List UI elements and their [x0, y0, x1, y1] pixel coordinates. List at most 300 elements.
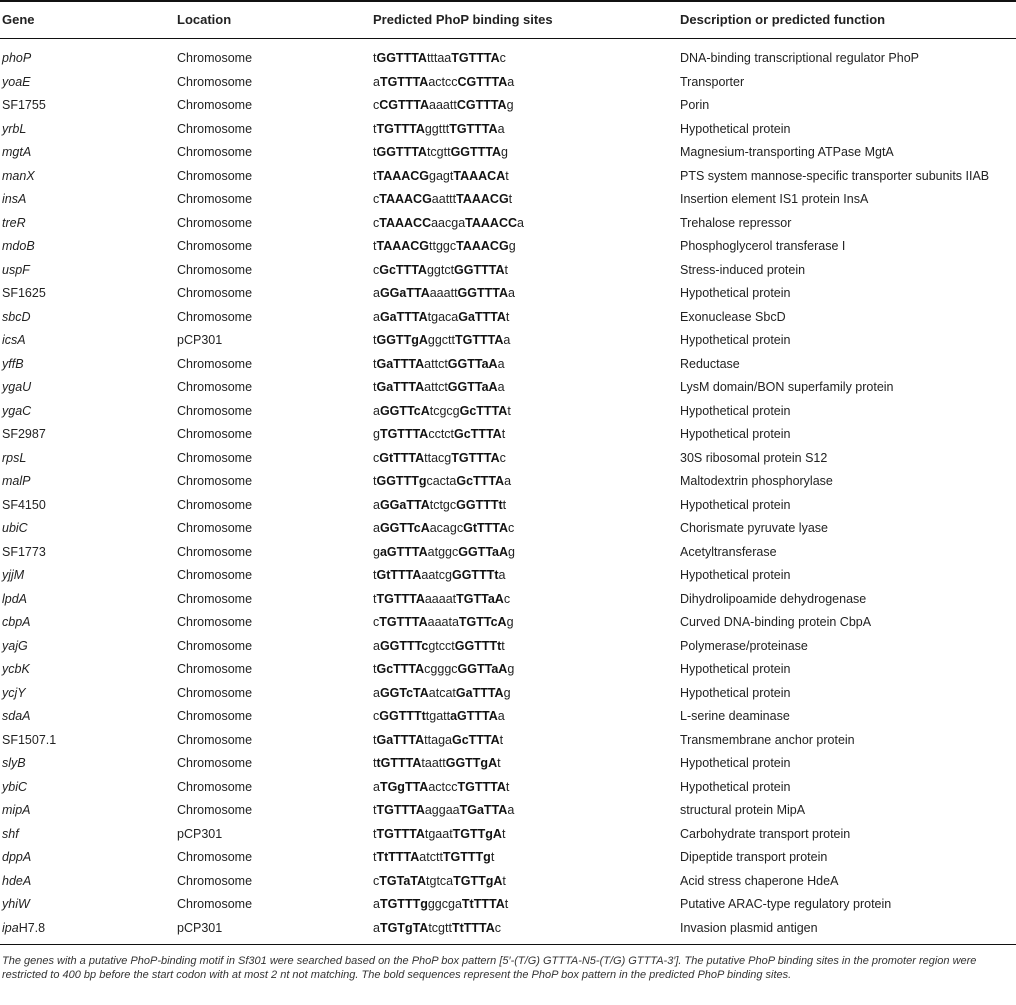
binding-site-cell	[373, 309, 509, 325]
gene-cell: hdeA	[2, 873, 32, 888]
description-cell: Putative ARAC-type regulatory protein	[680, 897, 892, 911]
gene-cell: SF2987	[2, 427, 46, 441]
gene-cell	[2, 920, 45, 936]
spacer-segment: c	[373, 262, 380, 277]
location-cell: Chromosome	[177, 450, 253, 465]
location-cell: pCP301	[177, 826, 223, 841]
phop-box-segment: TAAACC	[379, 215, 432, 230]
gene-cell: ygaU	[2, 380, 32, 394]
phop-box-segment: GGTTTA	[454, 262, 505, 277]
spacer-segment: tctgc	[429, 497, 457, 512]
table-row	[0, 212, 1016, 236]
location-cell: Chromosome	[177, 356, 253, 371]
gene-cell: shf	[2, 826, 19, 841]
phop-box-segment: GaTTTA	[376, 380, 425, 394]
phop-box-segment: TGTTcA	[458, 615, 507, 629]
spacer-segment: ttaga	[424, 732, 452, 747]
phop-box-segment: TGTTTA	[376, 803, 425, 817]
description-cell: Hypothetical protein	[680, 662, 791, 676]
location-cell: Chromosome	[177, 568, 253, 582]
location-cell: Chromosome	[177, 51, 253, 65]
phop-box-segment: TGTTgA	[453, 873, 503, 888]
spacer-segment: a	[373, 403, 380, 418]
spacer-segment: a	[373, 638, 380, 653]
gene-cell: phoP	[2, 51, 32, 65]
spacer-segment: t	[507, 403, 511, 418]
spacer-segment: atctt	[419, 850, 443, 864]
spacer-segment: g	[373, 544, 380, 559]
spacer-segment: t	[499, 732, 504, 747]
phop-box-segment: TtTTTA	[376, 850, 420, 864]
table-row	[0, 400, 1016, 424]
location-cell: Chromosome	[177, 544, 253, 559]
binding-site-cell	[373, 873, 506, 889]
table-row	[0, 141, 1016, 165]
description-cell: DNA-binding transcriptional regulator PhoP	[680, 51, 920, 65]
spacer-segment: t	[373, 168, 377, 183]
location-cell: Chromosome	[177, 591, 253, 606]
spacer-segment: cacta	[426, 474, 457, 488]
description-cell: Curved DNA-binding protein CbpA	[680, 615, 872, 629]
table-row	[0, 658, 1016, 682]
phop-box-segment: TAAACG	[456, 192, 509, 206]
table-row	[0, 776, 1016, 800]
binding-site-cell	[373, 426, 505, 442]
spacer-segment: a	[504, 474, 512, 488]
spacer-segment: c	[373, 98, 380, 112]
binding-site-cell	[373, 896, 508, 912]
gene-cell: mdoB	[2, 239, 35, 253]
spacer-segment: tcgtt	[426, 145, 451, 159]
spacer-segment: t	[505, 309, 510, 324]
gene-cell: cbpA	[2, 615, 31, 629]
spacer-segment: a	[508, 286, 515, 300]
binding-site-cell	[373, 685, 511, 701]
table-row	[0, 71, 1016, 95]
spacer-segment: tgtca	[426, 873, 454, 888]
table-row	[0, 259, 1016, 283]
spacer-segment: t	[501, 427, 506, 441]
spacer-segment: a	[373, 74, 380, 89]
gene-cell: yhiW	[2, 897, 30, 911]
spacer-segment: ggctt	[427, 333, 455, 347]
phop-box-segment: TGTTTA	[376, 591, 425, 606]
phop-box-segment: TGTTTA	[451, 51, 500, 65]
spacer-segment: a	[507, 803, 515, 817]
spacer-segment: g	[373, 427, 380, 441]
description-cell: Hypothetical protein	[680, 121, 791, 136]
binding-site-cell	[373, 473, 511, 489]
gene-plain-part: H7.8	[18, 920, 46, 935]
spacer-segment: t	[497, 756, 501, 770]
spacer-segment: g	[506, 98, 514, 112]
spacer-segment: aaatt	[429, 286, 458, 300]
spacer-segment: a	[373, 920, 380, 935]
location-cell: Chromosome	[177, 897, 253, 911]
header-location: Location	[177, 12, 232, 27]
location-cell: Chromosome	[177, 427, 253, 441]
gene-cell: uspF	[2, 262, 30, 277]
table-row	[0, 447, 1016, 471]
binding-site-cell	[373, 262, 508, 278]
binding-site-cell	[373, 732, 503, 748]
spacer-segment: g	[506, 615, 514, 629]
spacer-segment: c	[508, 521, 515, 535]
table-row	[0, 235, 1016, 259]
location-cell: Chromosome	[177, 732, 253, 747]
table-row	[0, 329, 1016, 353]
description-cell: Porin	[680, 98, 710, 112]
spacer-segment: actcc	[428, 779, 458, 794]
location-cell: Chromosome	[177, 685, 253, 700]
table-header-row	[0, 2, 1016, 38]
spacer-segment: t	[373, 121, 377, 136]
gene-cell: insA	[2, 192, 27, 206]
gene-cell: yffB	[2, 356, 24, 371]
location-cell: Chromosome	[177, 709, 253, 723]
binding-site-cell	[373, 97, 514, 113]
spacer-segment: aaata	[427, 615, 459, 629]
location-cell: Chromosome	[177, 145, 253, 159]
phop-box-segment: GGTTgA	[376, 333, 428, 347]
spacer-segment: g	[501, 145, 508, 159]
phop-box-segment: GGTTTt	[454, 638, 502, 653]
phop-box-segment: TtTTTA	[461, 897, 505, 911]
gene-cell: malP	[2, 474, 31, 488]
table-row	[0, 306, 1016, 330]
spacer-segment: tcgcg	[429, 403, 460, 418]
spacer-segment: t	[505, 168, 509, 183]
spacer-segment: t	[502, 873, 506, 888]
description-cell: Magnesium-transporting ATPase MgtA	[680, 145, 894, 159]
location-cell: Chromosome	[177, 521, 253, 535]
table-row	[0, 893, 1016, 917]
table-header-rule	[0, 38, 1016, 39]
phop-box-segment: GGTTaA	[457, 662, 508, 676]
location-cell: Chromosome	[177, 403, 253, 418]
description-cell: LysM domain/BON superfamily protein	[680, 380, 894, 394]
binding-site-cell	[373, 356, 505, 372]
location-cell: Chromosome	[177, 239, 253, 253]
phop-box-segment: GcTTTA	[456, 474, 505, 488]
spacer-segment: c	[373, 192, 380, 206]
phop-box-segment: CGTTTA	[456, 98, 507, 112]
spacer-segment: t	[373, 239, 377, 253]
description-cell: Polymerase/proteinase	[680, 638, 808, 653]
spacer-segment: tgaca	[427, 309, 459, 324]
table-row	[0, 470, 1016, 494]
binding-site-cell	[373, 567, 505, 583]
spacer-segment: t	[501, 826, 506, 841]
gene-cell: ycjY	[2, 685, 26, 700]
spacer-segment: tcgtt	[428, 920, 452, 935]
spacer-segment: c	[499, 450, 506, 465]
phop-box-segment: TGTTTA	[454, 333, 504, 347]
spacer-segment: actcc	[428, 74, 458, 89]
phop-box-segment: GGTTcA	[379, 403, 430, 418]
spacer-segment: cctct	[428, 427, 455, 441]
description-cell: Hypothetical protein	[680, 286, 791, 300]
location-cell: Chromosome	[177, 262, 253, 277]
table-row	[0, 635, 1016, 659]
table-row	[0, 823, 1016, 847]
description-cell: Phosphoglycerol transferase I	[680, 239, 846, 253]
phop-box-segment: GGaTTA	[379, 286, 430, 300]
phop-box-segment: GaTTTA	[376, 356, 425, 371]
spacer-segment: g	[507, 662, 515, 676]
location-cell: Chromosome	[177, 756, 253, 770]
spacer-segment: a	[373, 521, 380, 535]
location-cell: Chromosome	[177, 121, 253, 136]
phop-box-segment: TGTTTA	[379, 427, 429, 441]
gene-cell: yjjM	[2, 568, 25, 582]
table-row	[0, 517, 1016, 541]
phop-box-segment: GaTTTA	[379, 309, 428, 324]
spacer-segment: g	[503, 685, 511, 700]
spacer-segment: a	[373, 286, 380, 300]
spacer-segment: a	[497, 121, 505, 136]
phop-box-segment: GGTTTt	[456, 497, 503, 512]
spacer-segment: c	[499, 51, 506, 65]
binding-site-cell	[373, 614, 514, 630]
binding-site-cell	[373, 285, 515, 301]
phop-box-segment: GcTTTA	[451, 732, 500, 747]
phop-box-segment: TGTTTg	[442, 850, 491, 864]
location-cell: Chromosome	[177, 615, 253, 629]
description-cell: Hypothetical protein	[680, 685, 791, 700]
table-row	[0, 353, 1016, 377]
description-cell: Acetyltransferase	[680, 544, 777, 559]
phop-box-segment: GGTTaA	[447, 356, 498, 371]
spacer-segment: t	[373, 756, 377, 770]
phop-box-segment: CGTTTA	[457, 74, 508, 89]
location-cell: Chromosome	[177, 168, 253, 183]
binding-site-cell	[373, 238, 516, 254]
binding-site-cell	[373, 379, 505, 395]
spacer-segment: t	[373, 380, 377, 394]
spacer-segment: t	[373, 803, 377, 817]
phop-box-segment: GtTTTA	[379, 450, 425, 465]
table-row	[0, 917, 1016, 941]
binding-site-cell	[373, 544, 515, 560]
gene-cell: SF1773	[2, 544, 46, 559]
phop-box-segment: TGTTTA	[379, 74, 429, 89]
location-cell: Chromosome	[177, 380, 253, 394]
phop-box-segment: TGTgTA	[379, 920, 429, 935]
phop-box-segment: TAAACA	[453, 168, 506, 183]
phop-box-segment: TGaTTA	[459, 803, 508, 817]
location-cell: Chromosome	[177, 662, 253, 676]
location-cell: Chromosome	[177, 309, 253, 324]
spacer-segment: c	[503, 591, 511, 606]
table-row	[0, 564, 1016, 588]
table-row	[0, 188, 1016, 212]
spacer-segment: acagc	[429, 521, 464, 535]
phop-box-segment: TtTTTA	[451, 920, 495, 935]
table-row	[0, 118, 1016, 142]
spacer-segment: t	[501, 638, 505, 653]
spacer-segment: tgatt	[425, 709, 451, 723]
phop-box-segment: GtTTTA	[463, 521, 508, 535]
phop-box-segment: GcTTTA	[459, 403, 508, 418]
spacer-segment: aggaa	[424, 803, 460, 817]
gene-cell: sbcD	[2, 309, 31, 324]
spacer-segment: t	[504, 897, 509, 911]
phop-box-segment: GGTTcA	[379, 521, 430, 535]
description-cell: structural protein MipA	[680, 803, 806, 817]
table-row	[0, 47, 1016, 71]
phop-box-segment: GcTTTA	[376, 662, 425, 676]
spacer-segment: a	[373, 685, 380, 700]
spacer-segment: t	[505, 779, 510, 794]
gene-cell: icsA	[2, 333, 26, 347]
description-cell: Stress-induced protein	[680, 262, 806, 277]
phop-box-segment: TGTTgA	[452, 826, 502, 841]
spacer-segment: t	[373, 51, 377, 65]
binding-site-cell	[373, 755, 501, 771]
phop-box-segment: TGTTTA	[451, 450, 500, 465]
location-cell: Chromosome	[177, 74, 253, 89]
gene-cell: mipA	[2, 803, 31, 817]
description-cell: Hypothetical protein	[680, 427, 791, 441]
phop-box-segment: TGTTTg	[379, 897, 428, 911]
table-row	[0, 611, 1016, 635]
spacer-segment: tgaat	[424, 826, 453, 841]
location-cell: Chromosome	[177, 98, 253, 112]
binding-site-cell	[373, 708, 505, 724]
spacer-segment: attct	[424, 380, 448, 394]
binding-site-cell	[373, 826, 505, 842]
phop-box-segment: aGTTTA	[379, 544, 428, 559]
description-cell: Transmembrane anchor protein	[680, 732, 855, 747]
description-cell: Hypothetical protein	[680, 333, 791, 347]
phop-box-segment: GGTTTA	[376, 145, 427, 159]
phop-box-segment: TGTTTA	[379, 615, 428, 629]
spacer-segment: attct	[424, 356, 448, 371]
description-cell: L-serine deaminase	[680, 709, 790, 723]
phop-box-segment: GaTTTA	[458, 309, 506, 324]
location-cell: pCP301	[177, 920, 223, 935]
spacer-segment: g	[508, 239, 516, 253]
spacer-segment: aattt	[431, 192, 457, 206]
table-bottom-rule	[0, 944, 1016, 945]
spacer-segment: a	[497, 709, 505, 723]
gene-cell: SF4150	[2, 497, 46, 512]
phop-box-segment: TGgTTA	[379, 779, 429, 794]
phop-box-segment: GaTTTA	[376, 732, 425, 747]
spacer-segment: a	[498, 568, 506, 582]
binding-site-cell	[373, 168, 509, 184]
location-cell: Chromosome	[177, 873, 253, 888]
table-footnote: The genes with a putative PhoP-binding motif in Sf301 were searched based on the PhoP box pattern [5′-(T/G) GTTTA-N5-(T/G) GTTTA-3′]. The putative PhoP binding sites in the promoter region were restricted to 400 bp before the start codon with at most 2 nt not matching. The bold sequences represent the PhoP box pattern in the predicted PhoP binding sites.	[2, 955, 977, 981]
phop-box-segment: GGTTTc	[379, 638, 429, 653]
spacer-segment: ttggc	[429, 239, 457, 253]
gene-cell: yoaE	[2, 74, 31, 89]
spacer-segment: a	[373, 497, 380, 512]
spacer-segment: ggtct	[426, 262, 455, 277]
phop-box-segment: TAAACG	[456, 239, 509, 253]
table-row	[0, 846, 1016, 870]
spacer-segment: gtcct	[428, 638, 455, 653]
spacer-segment: c	[373, 615, 380, 629]
gene-cell: ygaC	[2, 403, 32, 418]
gene-cell: SF1507.1	[2, 732, 57, 747]
spacer-segment: t	[373, 568, 377, 582]
table-row	[0, 165, 1016, 189]
phop-box-segment: tGTTTA	[376, 756, 422, 770]
spacer-segment: t	[490, 850, 495, 864]
description-cell: Hypothetical protein	[680, 403, 791, 418]
spacer-segment: c	[494, 920, 502, 935]
gene-cell: sdaA	[2, 709, 31, 723]
phop-box-segment: CGTTTA	[379, 98, 430, 112]
description-cell: Carbohydrate transport protein	[680, 826, 851, 841]
spacer-segment: aacga	[431, 215, 466, 230]
binding-site-cell	[373, 520, 514, 536]
phop-box-segment: TAAACG	[376, 239, 430, 253]
binding-site-cell	[373, 332, 510, 348]
location-cell: Chromosome	[177, 638, 253, 653]
gene-cell: rpsL	[2, 450, 27, 465]
phop-box-segment: GGTTaA	[458, 544, 509, 559]
binding-site-cell	[373, 50, 506, 66]
description-cell: Exonuclease SbcD	[680, 309, 786, 324]
description-cell: Dihydrolipoamide dehydrogenase	[680, 591, 867, 606]
spacer-segment: c	[373, 873, 380, 888]
phop-box-segment: TAAACG	[376, 168, 430, 183]
binding-site-cell	[373, 403, 511, 419]
description-cell: 30S ribosomal protein S12	[680, 450, 828, 465]
spacer-segment: aatcg	[421, 568, 452, 582]
binding-site-cell	[373, 779, 509, 795]
phop-box-segment: GGTTaA	[447, 380, 498, 394]
description-cell: Hypothetical protein	[680, 497, 791, 512]
spacer-segment: c	[373, 215, 380, 230]
spacer-segment: c	[373, 709, 380, 723]
phop-box-segment: TAAACG	[379, 192, 432, 206]
spacer-segment: t	[373, 850, 377, 864]
location-cell: Chromosome	[177, 779, 253, 794]
spacer-segment: g	[508, 544, 515, 559]
gene-cell: manX	[2, 168, 35, 183]
description-cell: Maltodextrin phosphorylase	[680, 474, 833, 488]
spacer-segment: t	[373, 662, 377, 676]
phop-box-segment: GGTTTA	[457, 286, 508, 300]
phop-box-segment: GGTTTt	[379, 709, 426, 723]
binding-site-cell	[373, 591, 510, 607]
phop-box-segment: GGaTTA	[379, 497, 430, 512]
binding-site-cell	[373, 121, 505, 137]
spacer-segment: a	[507, 74, 515, 89]
spacer-segment: t	[373, 474, 377, 488]
location-cell: pCP301	[177, 333, 223, 347]
spacer-segment: taatt	[421, 756, 446, 770]
gene-cell: SF1625	[2, 286, 46, 300]
phop-box-segment: TGTTTA	[449, 121, 498, 136]
binding-site-cell	[373, 638, 505, 654]
spacer-segment: t	[373, 333, 377, 347]
gene-cell: treR	[2, 215, 26, 230]
binding-site-cell	[373, 191, 512, 207]
binding-site-cell	[373, 802, 514, 818]
location-cell: Chromosome	[177, 474, 253, 488]
spacer-segment: t	[373, 591, 377, 606]
gene-cell: mgtA	[2, 145, 32, 159]
spacer-segment: tttaa	[426, 51, 452, 65]
binding-site-cell	[373, 849, 494, 865]
gene-italic-part: ipa	[2, 920, 19, 935]
location-cell: Chromosome	[177, 803, 253, 817]
